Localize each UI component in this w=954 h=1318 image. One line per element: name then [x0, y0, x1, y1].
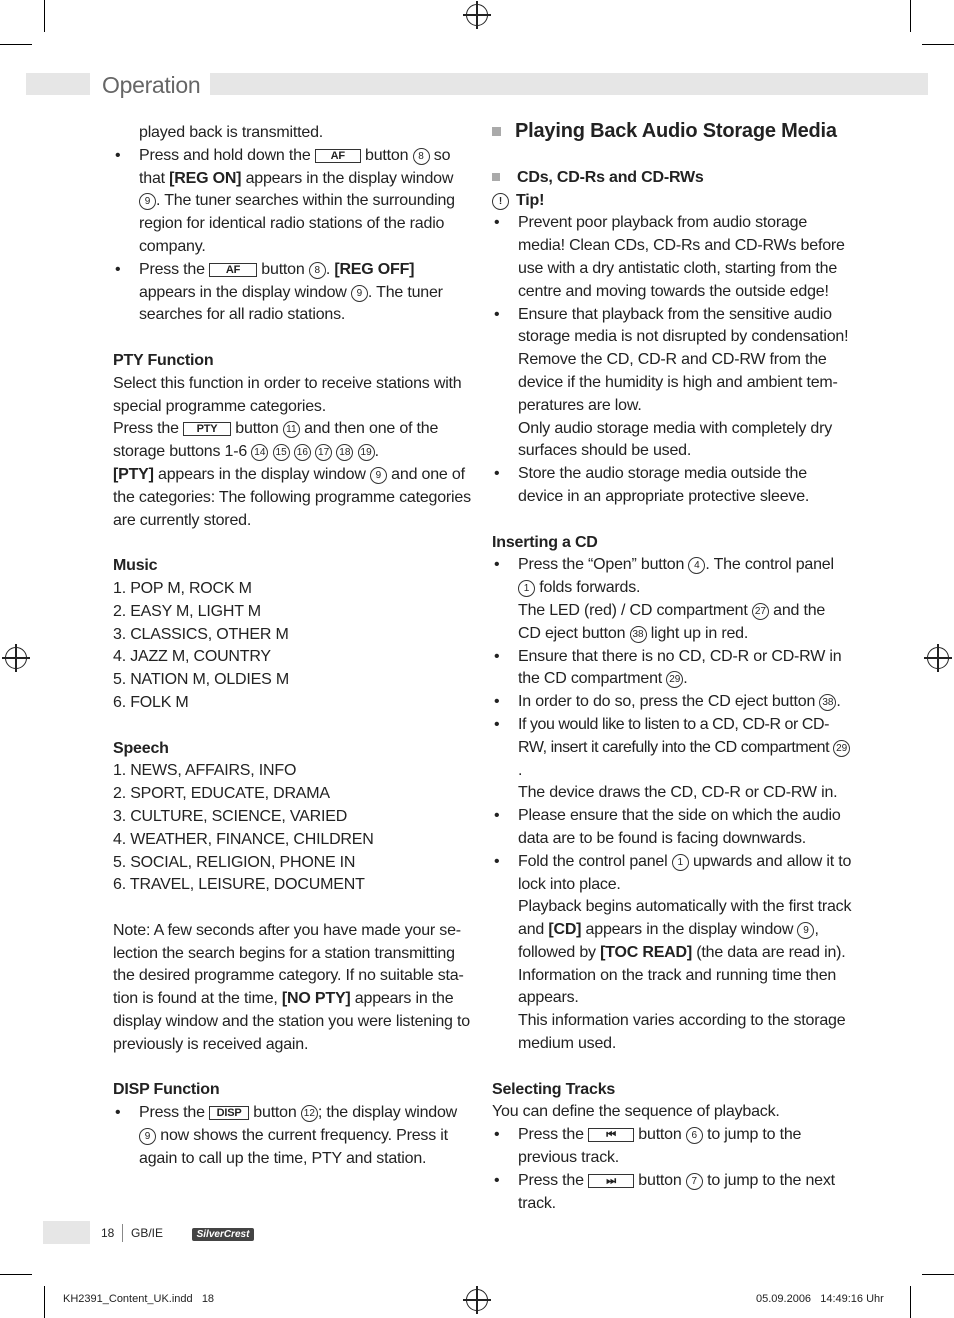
file-info: KH2391_Content_UK.indd 18	[63, 1293, 215, 1305]
note: Note: A few seconds after you have made your se-lection the search begins for a station transmitting the desired programme category. If no suitable sta-tion is found at the time, [NO PTY] appears in the display window and the station you were listening to previously is received again.	[113, 921, 470, 1053]
paragraph: The device draws the CD, CD-R or CD-RW in.	[518, 784, 838, 802]
registration-mark-icon	[466, 4, 488, 26]
crop-mark	[910, 0, 911, 32]
ref-number: 9	[139, 193, 156, 210]
speech-heading: Speech	[113, 739, 169, 757]
list-item: 5. NATION M, OLDIES M	[113, 671, 289, 689]
disp-heading: DISP Function	[113, 1081, 220, 1099]
header-bar-left	[26, 73, 90, 95]
pty-heading: PTY Function	[113, 351, 214, 369]
list-item: 5. SOCIAL, RELIGION, PHONE IN	[113, 853, 356, 871]
tip-label: ! Tip!	[492, 190, 852, 213]
af-key: AF	[209, 263, 257, 277]
music-heading: Music	[113, 557, 158, 575]
ref-number: 9	[351, 285, 368, 302]
ref-number: 8	[413, 148, 430, 165]
section-heading: Playing Back Audio Storage Media	[492, 118, 852, 144]
ref-number: 11	[283, 421, 300, 438]
crop-mark	[910, 1286, 911, 1318]
list-item: 2. EASY M, LIGHT M	[113, 602, 261, 620]
list-item: 3. CLASSICS, OTHER M	[113, 625, 289, 643]
list-item: 6. FOLK M	[113, 693, 189, 711]
paragraph: Only audio storage media with completely dry surfaces should be used.	[518, 419, 833, 460]
section-title: Operation	[102, 72, 201, 98]
ref-number: 18	[336, 444, 353, 461]
paragraph: This information varies according to the storage medium used.	[518, 1012, 846, 1053]
paragraph: [PTY] appears in the display window 9 and one of the categories: The following programme categories are currently stored.	[113, 465, 471, 529]
registration-mark-icon	[5, 647, 27, 669]
ref-number: 6	[686, 1127, 703, 1144]
crop-mark	[0, 44, 32, 45]
paragraph: The LED (red) / CD compartment 27 and the CD eject button 38 light up in red.	[518, 601, 826, 642]
list-item: 1. POP M, ROCK M	[113, 579, 252, 597]
previous-track-key: ⏮	[588, 1128, 634, 1142]
ref-number: 27	[752, 603, 769, 620]
list-item: • If you would like to listen to a CD, CD-R or CD-RW, insert it carefully into the CD compartment 29.	[492, 714, 852, 782]
list-item: 6. TRAVEL, LEISURE, DOCUMENT	[113, 876, 365, 894]
pty-key: PTY	[183, 422, 231, 436]
ref-number: 19	[358, 444, 375, 461]
ref-number: 16	[294, 444, 311, 461]
list-item: • Press the DISP button 12 ; the display window 9 now shows the current frequency. Press it again to call up the time, PTY and station.	[113, 1102, 473, 1170]
footer-bar	[43, 1221, 90, 1244]
paragraph: Playback begins automatically with the first track and [CD] appears in the display window 9 , followed by [TOC READ] (the data are read in). Information on the track and running time then appears.	[518, 898, 852, 1007]
ref-number: 4	[688, 557, 705, 574]
ref-number: 29	[833, 740, 850, 757]
paragraph: Select this function in order to receive stations with special programme categories.	[113, 374, 462, 415]
list-item: 4. JAZZ M, COUNTRY	[113, 648, 271, 666]
list-item: • Press the AF button 8 . [REG OFF] appears in the display window 9 . The tuner searches for all radio stations.	[113, 259, 473, 327]
ref-number: 9	[370, 467, 387, 484]
ref-number: 38	[819, 694, 836, 711]
ref-number: 1	[672, 854, 689, 871]
selecting-heading: Selecting Tracks	[492, 1080, 616, 1098]
header-bar-right	[210, 73, 928, 95]
crop-mark	[44, 1286, 45, 1318]
brand-logo: SilverCrest	[192, 1228, 254, 1241]
list-item: • In order to do so, press the CD eject button 38 .	[492, 691, 852, 714]
list-item: • Store the audio storage media outside the device in an appropriate protective sleeve.	[492, 463, 852, 509]
list-item: • Fold the control panel 1 upwards and allow it to lock into place.	[492, 851, 852, 897]
crop-mark	[922, 1274, 954, 1275]
date-info: 05.09.2006 14:49:16 Uhr	[756, 1293, 884, 1305]
region-code: GB/IE	[131, 1226, 164, 1240]
square-bullet-icon	[492, 127, 501, 136]
page-number: 18	[101, 1226, 115, 1240]
square-bullet-icon	[492, 173, 500, 181]
warning-icon: !	[492, 193, 509, 210]
right-column	[492, 118, 852, 1215]
crop-mark	[922, 44, 954, 45]
crop-mark	[0, 1274, 32, 1275]
inserting-heading: Inserting a CD	[492, 533, 598, 551]
ref-number: 7	[686, 1173, 703, 1190]
ref-number: 14	[251, 444, 268, 461]
ref-number: 9	[139, 1128, 156, 1145]
footer-divider	[122, 1224, 123, 1242]
ref-number: 29	[666, 671, 683, 688]
paragraph: You can define the sequence of playback.	[492, 1103, 780, 1121]
list-item: • Ensure that there is no CD, CD-R or CD-RW in the CD compartment 29 .	[492, 646, 852, 692]
crop-mark	[44, 0, 45, 32]
ref-number: 9	[797, 922, 814, 939]
af-key: AF	[315, 149, 361, 163]
ref-number: 1	[518, 580, 535, 597]
ref-number: 8	[309, 262, 326, 279]
subheading: CDs, CD-Rs and CD-RWs	[492, 167, 852, 190]
paragraph: Press the PTY button 11 and then one of the storage buttons 1-6 14 15 16 17 18 19 .	[113, 420, 439, 461]
list-item: • Press and hold down the AF button 8 so that [REG ON] appears in the display window 9 . The tuner searches within the surrounding region for identical radio stations of the radio company.	[113, 145, 473, 259]
registration-mark-icon	[466, 1289, 488, 1311]
list-item: 1. NEWS, AFFAIRS, INFO	[113, 762, 297, 780]
next-track-key: ⏭	[588, 1174, 634, 1188]
registration-mark-icon	[927, 647, 949, 669]
ref-number: 17	[315, 444, 332, 461]
list-item: 4. WEATHER, FINANCE, CHILDREN	[113, 830, 374, 848]
paragraph: played back is transmitted.	[139, 124, 324, 141]
list-item: • Press the ⏭ button 7 to jump to the next track.	[492, 1170, 852, 1216]
list-item: • Please ensure that the side on which the audio data are to be found is facing downwards.	[492, 805, 852, 851]
ref-number: 12	[301, 1105, 318, 1122]
list-item: • Press the “Open” button 4 . The control panel 1 folds forwards.	[492, 554, 852, 600]
list-item: 2. SPORT, EDUCATE, DRAMA	[113, 785, 330, 803]
left-column	[113, 122, 473, 1171]
list-item: • Press the ⏮ button 6 to jump to the previous track.	[492, 1124, 852, 1170]
list-item: • Prevent poor playback from audio storage media! Clean CDs, CD-Rs and CD-RWs before use with a dry antistatic cloth, starting from the centre and moving towards the outside edge!	[492, 212, 852, 303]
list-item: • Ensure that playback from the sensitive audio storage media is not disrupted by condensation! Remove the CD, CD-R and CD-RW from the device if the humidity is high and ambient tem-peratures are low.	[492, 304, 852, 418]
list-item: 3. CULTURE, SCIENCE, VARIED	[113, 807, 348, 825]
ref-number: 38	[630, 626, 647, 643]
ref-number: 15	[273, 444, 290, 461]
disp-key: DISP	[209, 1106, 249, 1120]
